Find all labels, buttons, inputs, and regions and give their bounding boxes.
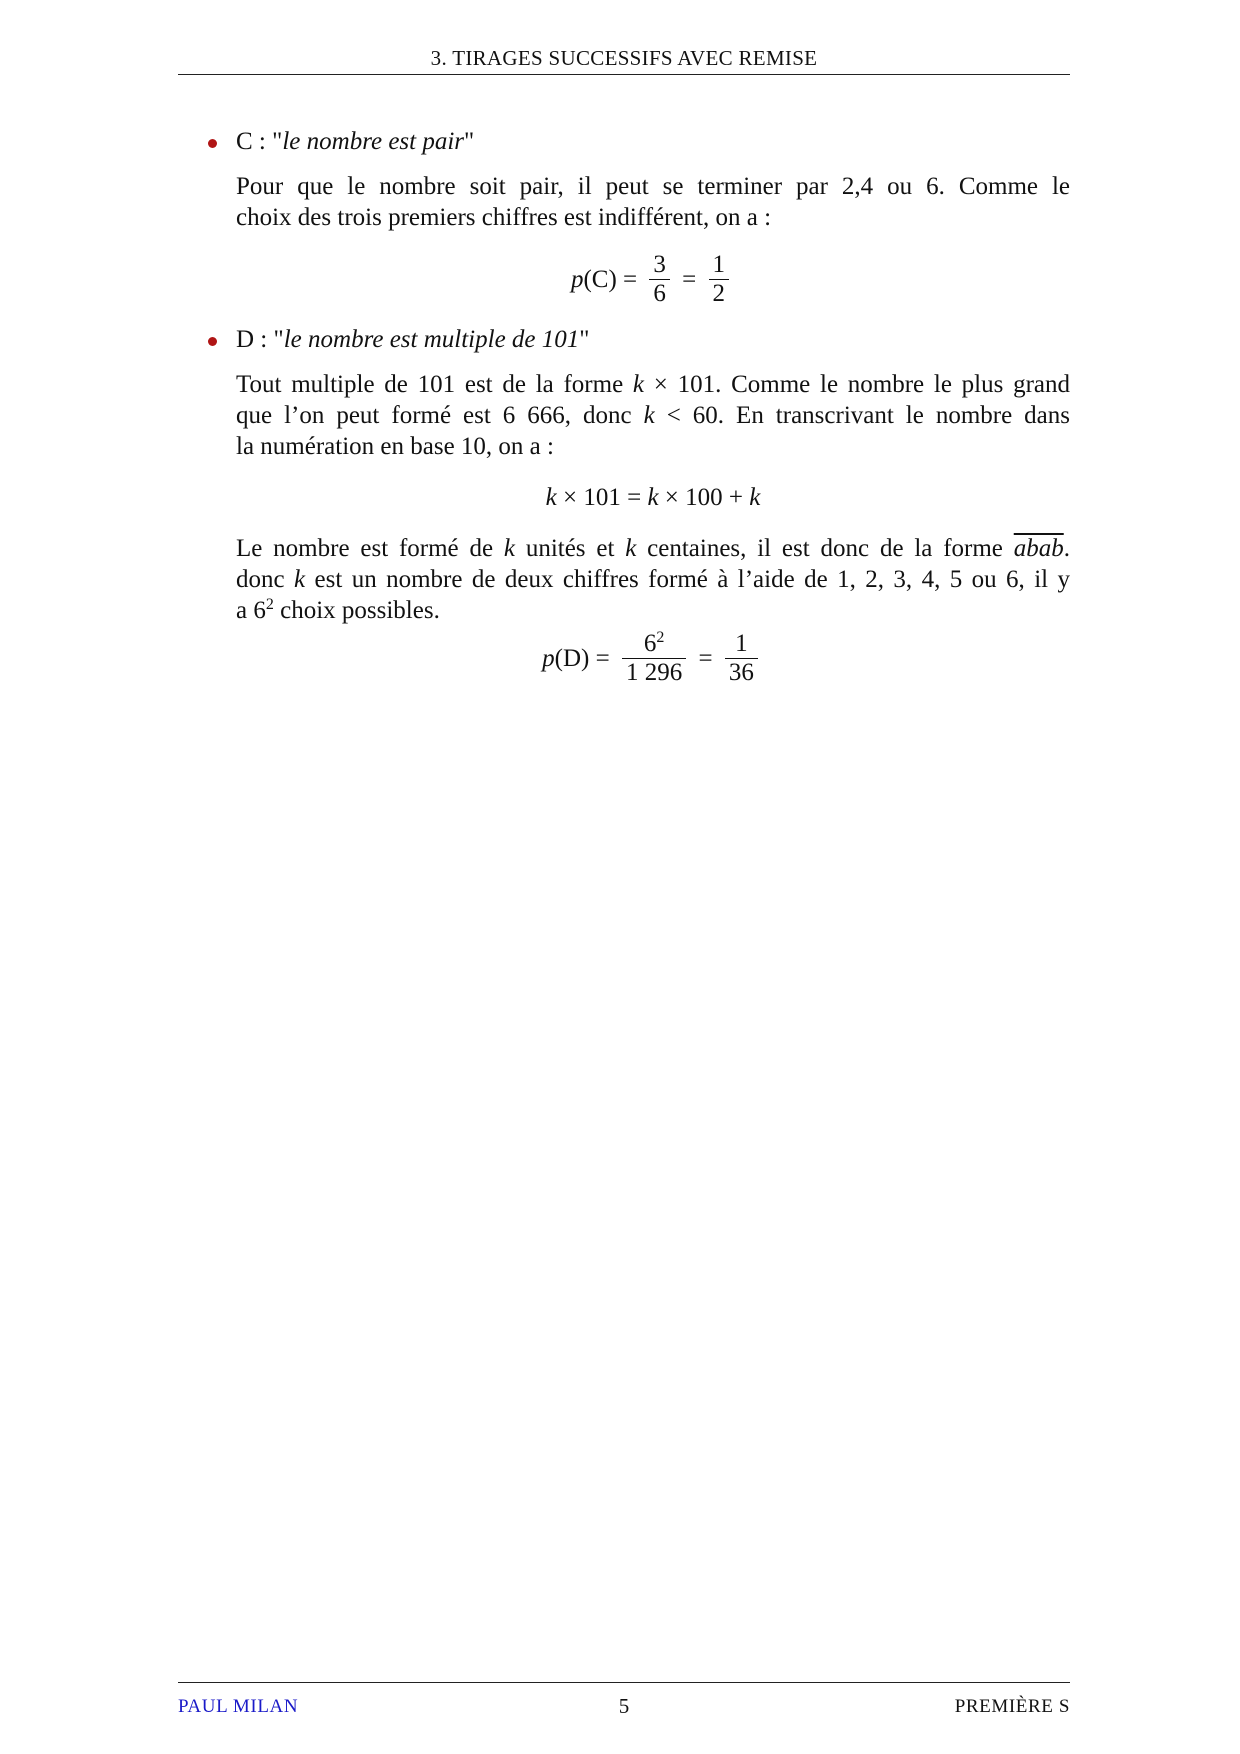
fraction-denominator: 6	[653, 280, 666, 307]
eq-body: k × 101 = k × 100 + k	[545, 484, 761, 511]
footer-author: PAUL MILAN	[178, 1696, 299, 1717]
eq-lhs: p(D) =	[542, 645, 616, 672]
page-content	[178, 126, 1070, 703]
text-line: Le nombre est formé de k unités et k centaines, il est donc de la forme abab.	[236, 535, 1070, 562]
bullet-label: C :	[236, 128, 273, 155]
footer-level: PREMIÈRE S	[954, 1696, 1070, 1717]
text-line: Tout multiple de 101 est de la forme k × 101. Comme le nombre le plus grand	[236, 371, 1071, 398]
fraction	[622, 630, 686, 687]
header-rule	[178, 74, 1070, 75]
bullet-item-d	[178, 324, 1070, 355]
bullet-quote: le nombre est pair	[282, 128, 465, 155]
fraction-numerator: 1	[735, 630, 748, 657]
text-line: choix des trois premiers chiffres est indifférent, on a :	[236, 204, 772, 231]
footer-rule	[178, 1682, 1070, 1683]
equation-k101	[236, 482, 1070, 513]
paragraph-d-2	[236, 533, 1070, 626]
eq-equals: =	[675, 266, 703, 293]
page-number: 5	[618, 1694, 630, 1718]
bullet-text-c	[236, 128, 474, 155]
fraction-numerator: 3	[653, 251, 666, 278]
fraction	[649, 251, 670, 308]
bullet-text-d	[236, 326, 589, 353]
fraction-denominator: 2	[712, 280, 726, 307]
paragraph-c	[236, 171, 1070, 233]
fraction	[725, 630, 758, 687]
fraction-denominator: 1 296	[625, 659, 683, 686]
bullet-dot-icon	[208, 139, 217, 148]
eq-lhs: p(C) =	[570, 266, 644, 293]
fraction-denominator: 36	[728, 659, 754, 686]
fraction	[709, 251, 730, 308]
abab-overline: abab	[1013, 535, 1064, 562]
bullet-label: D :	[236, 326, 274, 353]
text-line: la numération en base 10, on a :	[236, 433, 554, 460]
quote-close: "	[579, 326, 590, 353]
paragraph-d-1	[236, 369, 1070, 462]
page-footer	[178, 1694, 1070, 1724]
eq-equals: =	[692, 645, 719, 672]
text-line: Pour que le nombre soit pair, il peut se terminer par 2,4 ou 6. Comme le	[236, 173, 1070, 200]
text-line: donc k est un nombre de deux chiffres formé à l’aide de 1, 2, 3, 4, 5 ou 6, il y	[236, 566, 1070, 593]
running-header: 3. TIRAGES SUCCESSIFS AVEC REMISE	[430, 46, 818, 70]
fraction-numerator: 1	[712, 251, 726, 278]
quote-open: "	[272, 128, 283, 155]
equation-pc	[236, 251, 1070, 308]
bullet-dot-icon	[208, 337, 217, 346]
fraction-numerator: $6^2$	[643, 629, 665, 657]
text-line: a $6^2$ choix possibles.	[236, 596, 440, 624]
bullet-quote: le nombre est multiple de 101	[283, 326, 580, 353]
text-line: que l’on peut formé est 6 666, donc k < 60. En transcrivant le nombre dans	[236, 402, 1070, 429]
quote-close: "	[464, 128, 475, 155]
equation-pd	[236, 630, 1070, 687]
bullet-item-c	[178, 126, 1070, 157]
quote-open: "	[273, 326, 284, 353]
